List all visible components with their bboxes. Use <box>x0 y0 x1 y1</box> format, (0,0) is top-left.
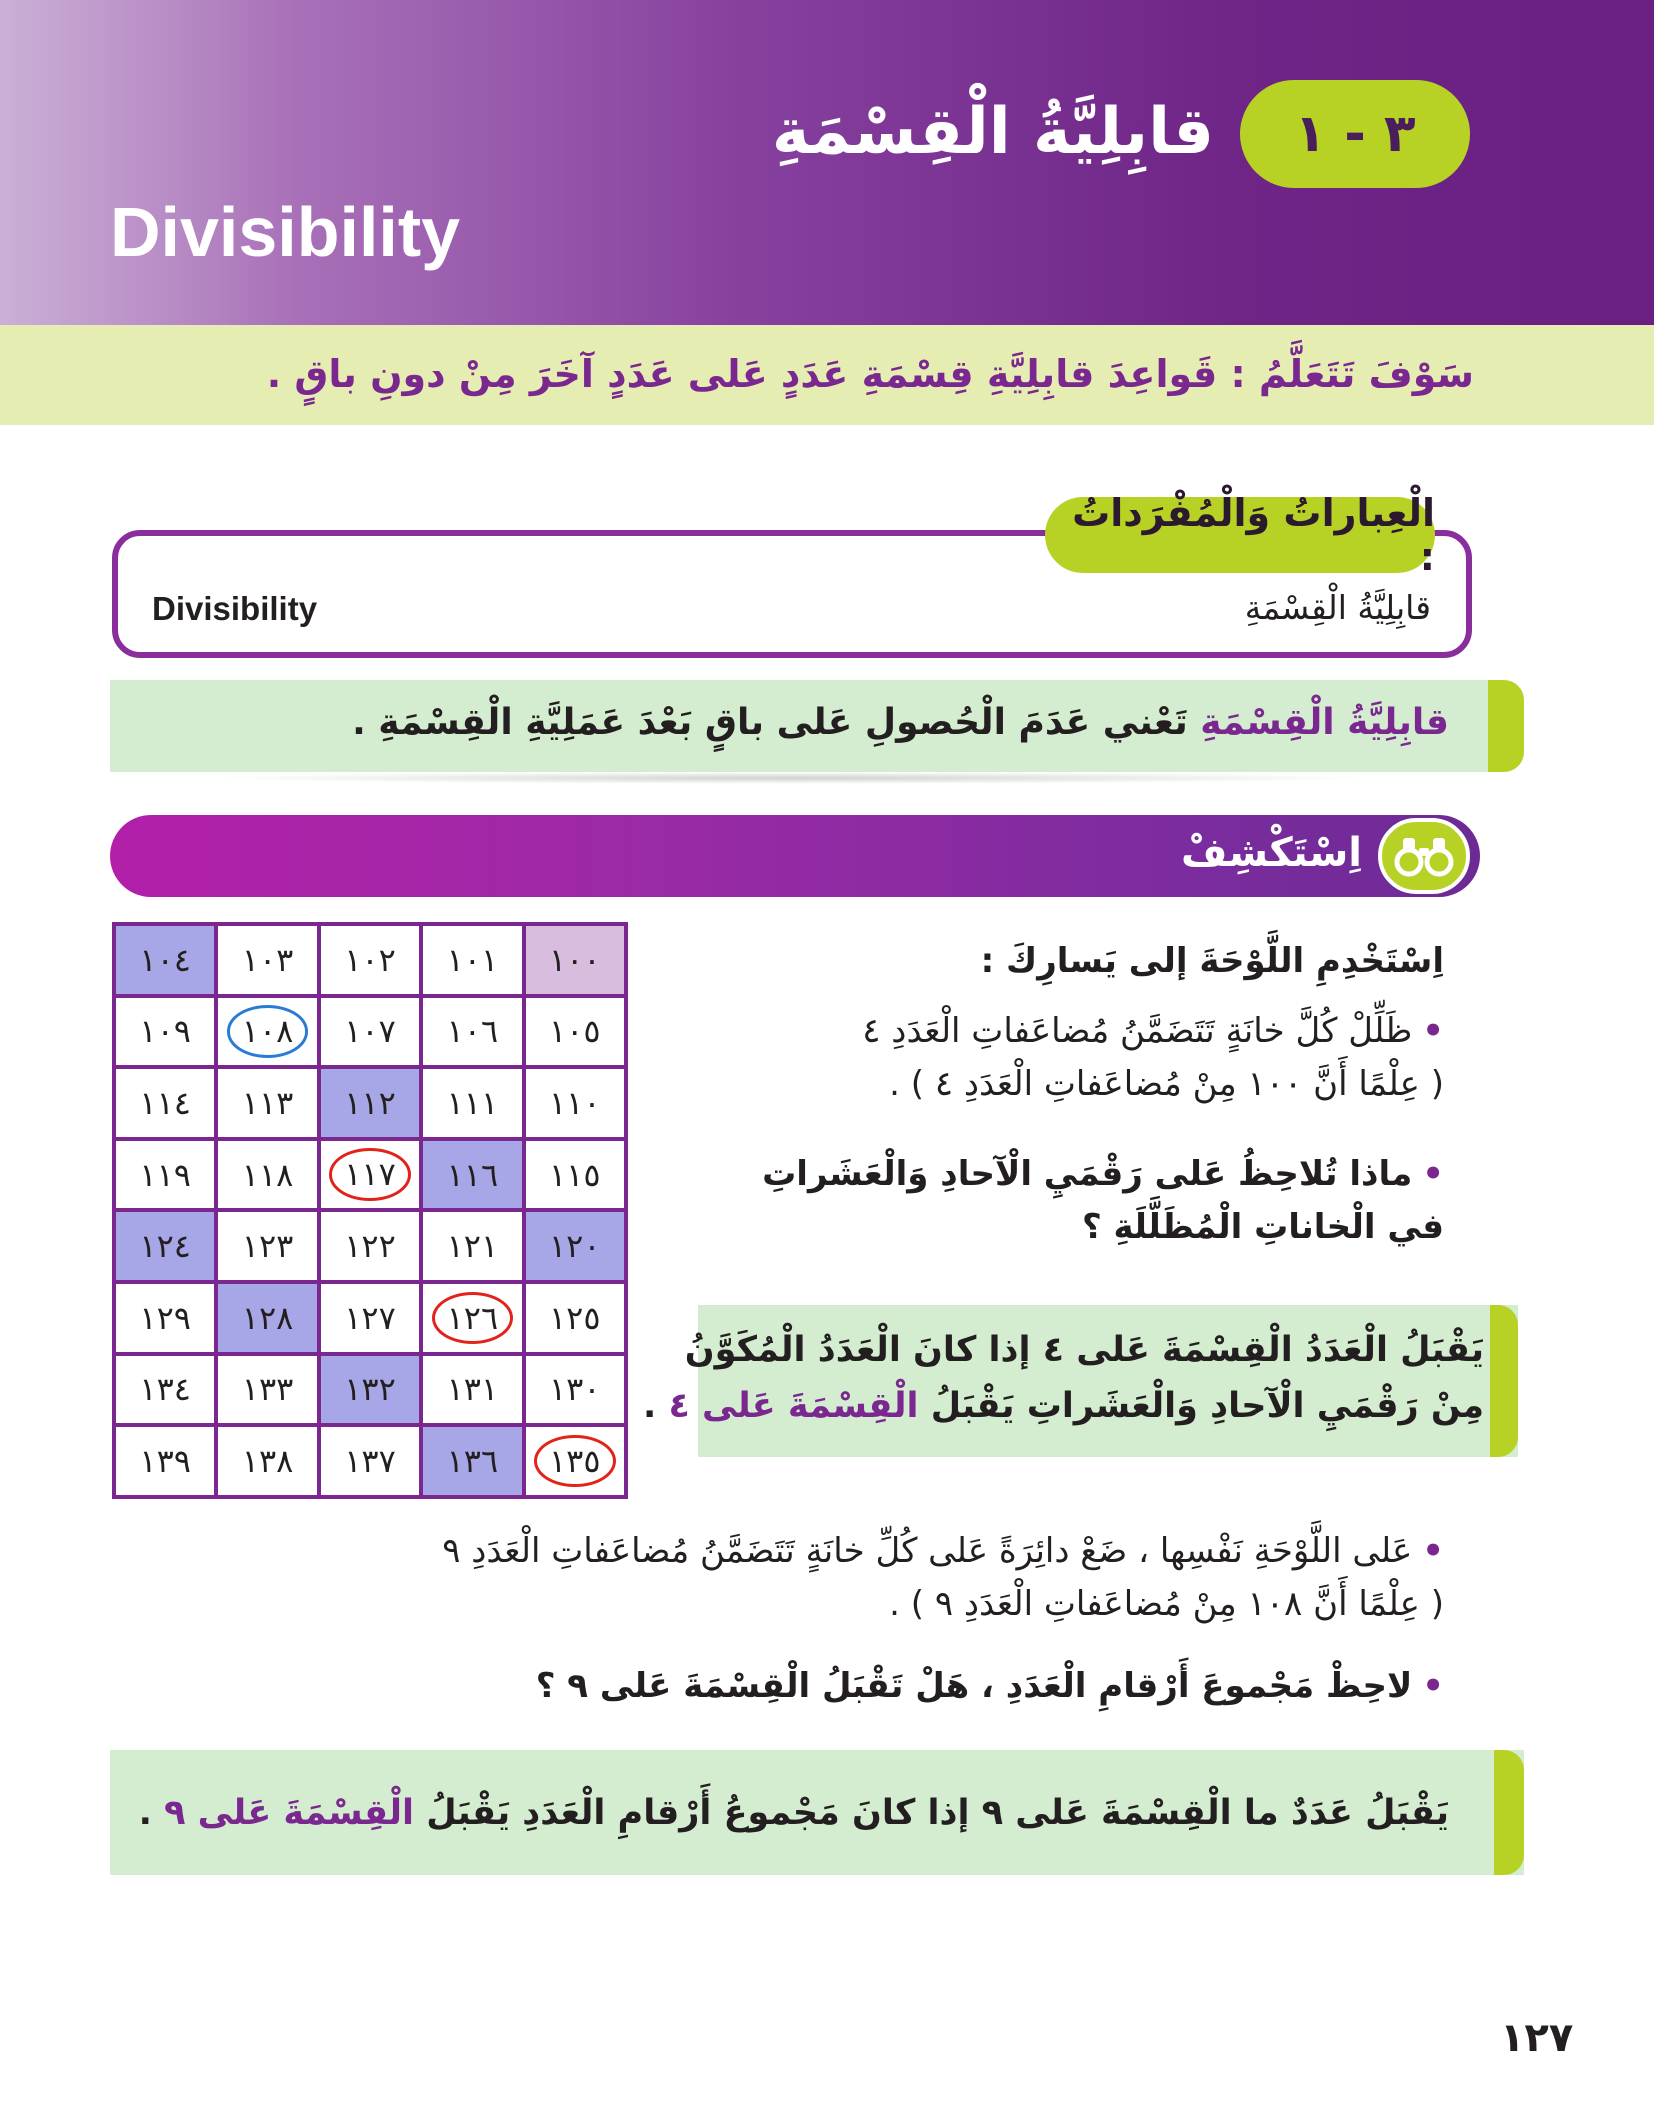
rule-4-text <box>643 1322 1484 1434</box>
rule-9-text: يَقْبَلُ عَدَدٌ ما الْقِسْمَةَ عَلى ٩ إذا كانَ مَجْموعُ أَرْقامِ الْعَدَدِ يَقْبَلُ الْقِسْمَةَ عَلى ٩ . <box>138 1793 1449 1833</box>
grid-row <box>114 1282 626 1354</box>
question-4 <box>536 1660 1444 1713</box>
grid-cell <box>216 996 318 1068</box>
questions-intro: اِسْتَخْدِمِ اللَّوْحَةَ إلى يَسارِكَ : <box>980 941 1444 981</box>
grid-cell: ١٠٣ <box>216 924 318 996</box>
grid-cell: ١٠٠ <box>524 924 626 996</box>
grid-row <box>114 996 626 1068</box>
question-3-line-2: ( عِلْمًا أَنَّ ١٠٨ مِنْ مُضاعَفاتِ الْعَدَدِ ٩ ) . <box>889 1583 1444 1624</box>
grid-cell <box>421 1282 523 1354</box>
rule-4-line-1: يَقْبَلُ الْعَدَدُ الْقِسْمَةَ عَلى ٤ إذا كانَ الْعَدَدُ الْمُكَوَّنُ <box>684 1330 1484 1370</box>
objective-body: قَواعِدَ قابِلِيَّةِ قِسْمَةِ عَدَدٍ عَلى عَدَدٍ آخَرَ مِنْ دونِ باقٍ . <box>266 352 1218 396</box>
grid-cell: ١٠٥ <box>524 996 626 1068</box>
grid-cell: ١٠٦ <box>421 996 523 1068</box>
question-1 <box>862 1005 1444 1110</box>
grid-cell: ١٢٥ <box>524 1282 626 1354</box>
explore-title: اِسْتَكْشِفْ <box>1181 830 1362 876</box>
grid-cell: ١٠٧ <box>319 996 421 1068</box>
grid-cell: ١١٢ <box>319 1067 421 1139</box>
vocabulary-term-english: Divisibility <box>152 590 318 627</box>
definition-term: قابِلِيَّةُ الْقِسْمَةِ <box>1200 702 1449 743</box>
rule-4-line-2: مِنْ رَقْمَيِ الْآحادِ وَالْعَشَراتِ يَقْبَلُ الْقِسْمَةَ عَلى ٤ . <box>643 1386 1484 1426</box>
grid-cell: ١٢٤ <box>114 1210 216 1282</box>
objective-label: سَوْفَ تَتَعَلَّمُ : <box>1230 352 1474 396</box>
grid-row <box>114 1354 626 1426</box>
red-circle-mark: ١٢٦ <box>432 1292 514 1344</box>
red-circle-mark: ١١٧ <box>329 1148 411 1200</box>
grid-cell: ١٣١ <box>421 1354 523 1426</box>
grid-cell: ١٢٩ <box>114 1282 216 1354</box>
grid-cell: ١١٨ <box>216 1139 318 1211</box>
grid-cell: ١١٩ <box>114 1139 216 1211</box>
objective-statement <box>267 352 1474 396</box>
grid-cell: ١٢٠ <box>524 1210 626 1282</box>
grid-cell: ١٣٢ <box>319 1354 421 1426</box>
lesson-number-badge: ٣ - ١ <box>1240 80 1470 188</box>
rule-9-accent <box>1494 1750 1524 1875</box>
number-grid <box>112 922 628 1499</box>
red-circle-mark: ١٣٥ <box>534 1435 616 1487</box>
grid-cell: ١٣٩ <box>114 1425 216 1497</box>
blue-circle-mark: ١٠٨ <box>227 1005 309 1057</box>
grid-cell: ١٢٨ <box>216 1282 318 1354</box>
definition-text <box>352 702 1449 743</box>
question-3 <box>442 1525 1444 1630</box>
rule-9-highlight: الْقِسْمَةَ عَلى ٩ <box>164 1793 415 1833</box>
grid-row <box>114 1067 626 1139</box>
question-2-line-2: في الْخاناتِ الْمُظَلَّلَةِ ؟ <box>1082 1206 1444 1247</box>
grid-cell: ١٢٣ <box>216 1210 318 1282</box>
question-1-line-2: ( عِلْمًا أَنَّ ١٠٠ مِنْ مُضاعَفاتِ الْعَدَدِ ٤ ) . <box>889 1063 1444 1104</box>
grid-row <box>114 1139 626 1211</box>
grid-cell: ١٠٢ <box>319 924 421 996</box>
grid-cell <box>524 1425 626 1497</box>
grid-cell: ١٠٤ <box>114 924 216 996</box>
grid-row <box>114 1210 626 1282</box>
grid-cell: ١٣٦ <box>421 1425 523 1497</box>
grid-cell: ١٣٠ <box>524 1354 626 1426</box>
grid-cell <box>319 1139 421 1211</box>
grid-cell: ١١٠ <box>524 1067 626 1139</box>
grid-cell: ١٢١ <box>421 1210 523 1282</box>
rule-4-highlight: الْقِسْمَةَ عَلى ٤ <box>668 1386 919 1426</box>
definition-rest: تَعْني عَدَمَ الْحُصولِ عَلى باقٍ بَعْدَ عَمَلِيَّةِ الْقِسْمَةِ . <box>352 702 1188 743</box>
definition-shadow <box>200 772 1380 784</box>
grid-row <box>114 1425 626 1497</box>
lesson-title-english: Divisibility <box>110 193 461 271</box>
grid-cell: ١٠٩ <box>114 996 216 1068</box>
grid-row <box>114 924 626 996</box>
question-4-line: • لاحِظْ مَجْموعَ أَرْقامِ الْعَدَدِ ، هَلْ تَقْبَلُ الْقِسْمَةَ عَلى ٩ ؟ <box>536 1660 1444 1713</box>
grid-cell: ١١٥ <box>524 1139 626 1211</box>
lesson-title-arabic: قابِلِيَّةُ الْقِسْمَةِ <box>771 95 1214 169</box>
vocabulary-heading: الْعِباراتُ وَالْمُفْرَداتُ : <box>1045 497 1435 573</box>
grid-cell: ١١٣ <box>216 1067 318 1139</box>
question-3-line-1: • عَلى اللَّوْحَةِ نَفْسِها ، ضَعْ دائِرَةً عَلى كُلِّ خانَةٍ تَتَضَمَّنُ مُضاعَفاتِ الْعَدَدِ ٩ <box>442 1525 1444 1578</box>
grid-cell: ١٣٤ <box>114 1354 216 1426</box>
question-2-line-1: • ماذا تُلاحِظُ عَلى رَقْمَيِ الْآحادِ وَالْعَشَراتِ <box>762 1148 1444 1201</box>
question-2 <box>762 1148 1444 1253</box>
grid-cell: ١١٦ <box>421 1139 523 1211</box>
grid-cell: ١٠١ <box>421 924 523 996</box>
question-1-line-1: • ظَلِّلْ كُلَّ خانَةٍ تَتَضَمَّنُ مُضاعَفاتِ الْعَدَدِ ٤ <box>862 1005 1444 1058</box>
rule-4-accent <box>1490 1305 1518 1457</box>
page-number: ١٢٧ <box>1500 2015 1574 2061</box>
definition-accent <box>1488 680 1524 772</box>
vocabulary-term-arabic: قابِلِيَّةُ الْقِسْمَةِ <box>1244 588 1431 627</box>
grid-cell: ١٢٧ <box>319 1282 421 1354</box>
grid-cell: ١٣٨ <box>216 1425 318 1497</box>
grid-cell: ١٢٢ <box>319 1210 421 1282</box>
grid-cell: ١١١ <box>421 1067 523 1139</box>
binoculars-icon <box>1378 818 1470 894</box>
grid-cell: ١١٤ <box>114 1067 216 1139</box>
grid-cell: ١٣٣ <box>216 1354 318 1426</box>
grid-cell: ١٣٧ <box>319 1425 421 1497</box>
